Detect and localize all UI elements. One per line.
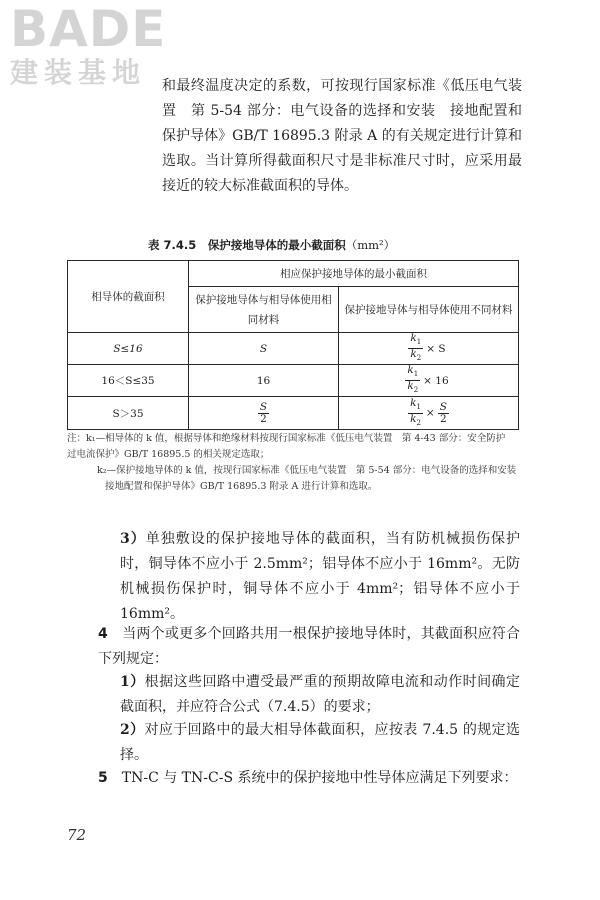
multiplier-text: × S [426, 342, 446, 355]
clause-5 [98, 766, 520, 791]
logo-subtitle: 建装基地 [10, 56, 147, 89]
header-diff-material: 保护接地导体与相导体使用不同材料 [339, 287, 519, 333]
k-ratio-fraction: $\frac{k_1}{k_2}$ [410, 396, 421, 427]
multiplier-text: × [425, 407, 435, 420]
s-half-fraction: $\frac{S}{2}$ [439, 400, 447, 425]
clause-label: 2） [120, 722, 145, 738]
clause-text: 根据这些回路中遭受最严重的预期故障电流和动作时间确定截面积，并应符合公式（7.4.5）的要求； [120, 674, 520, 715]
clause-label: 5 [98, 770, 108, 786]
clause-text: 对应于回路中的最大相导体截面积，应按表 7.4.5 的规定选择。 [120, 722, 520, 763]
header-phase-conductor: 相导体的截面积 [68, 261, 189, 333]
table-row [68, 333, 519, 365]
cell-diff [339, 365, 519, 397]
bade-logo [10, 0, 167, 89]
clause-4-2 [120, 718, 520, 768]
cell-condition: S＞35 [68, 397, 189, 430]
clause-label: 1） [120, 674, 145, 690]
cell-diff [339, 333, 519, 365]
cell-same: S [189, 333, 339, 365]
table-row [68, 365, 519, 397]
cell-diff [339, 397, 519, 430]
k-ratio-fraction: $\frac{k_1}{k_2}$ [410, 332, 422, 363]
header-same-material: 保护接地导体与相导体使用相同材料 [189, 287, 339, 333]
table-title: 表 7.4.5 保护接地导体的最小截面积 [148, 238, 346, 252]
clause-text: 当两个或更多个回路共用一根保护接地导体时，其截面积应符合下列规定： [98, 626, 521, 667]
clause-4-1 [120, 670, 520, 720]
s-half-fraction: $\frac{S}{2}$ [259, 400, 268, 425]
clause-text: TN-C 与 TN-C-S 系统中的保护接地中性导体应满足下列要求： [121, 770, 518, 786]
clause-4 [98, 622, 520, 672]
cell-same [189, 397, 339, 430]
clause-text: 单独敷设的保护接地导体的截面积，当有防机械损伤保护时，铜导体不应小于 2.5mm²；铝导体不应小于 16mm²。无防机械损伤保护时，铜导体不应小于 4mm²；铝导体不应小于 16mm²。 [120, 531, 520, 622]
clause-label: 4 [98, 626, 108, 642]
table-header-row [68, 261, 519, 287]
clause-3 [120, 527, 520, 627]
page-number: 72 [67, 826, 87, 844]
cell-condition: 16＜S≤35 [68, 365, 189, 397]
intro-paragraph: 和最终温度决定的系数，可按现行国家标准《低压电气装置 第 5-54 部分：电气设备的选择和安装 接地配置和保护导体》GB/T 16895.3 附录 A 的有关规定进行计算和选取。当计算所得截面积尺寸是非标准尺寸时，应采用最接近的较大标准截面积的导体。 [162, 78, 522, 194]
logo-brand: BADE [10, 0, 167, 58]
header-min-section: 相应保护接地导体的最小截面积 [189, 261, 519, 287]
min-section-table [67, 260, 519, 430]
table-caption [148, 237, 488, 253]
cell-same: 16 [189, 365, 339, 397]
multiplier-text: × 16 [423, 374, 449, 387]
table-row [68, 397, 519, 430]
table-note-k2: k₂—保护接地导体的 k 值，按现行国家标准《低压电气装置 第 5-54 部分：电气设备的选择和安装 接地配置和保护导体》GB/T 16895.3 附录 A 进行计算和选取。 [97, 465, 526, 492]
table-note-k1: 注：k₁—相导体的 k 值，根据导体和绝缘材料按现行国家标准《低压电气装置 第 4-43 部分：安全防护 过电流保护》GB/T 16895.5 的相关规定选取； [67, 433, 515, 460]
clause-label: 3） [120, 531, 146, 547]
cell-condition: S≤16 [68, 333, 189, 365]
table-unit: （mm²） [345, 238, 396, 252]
k-ratio-fraction: $\frac{k_1}{k_2}$ [407, 364, 419, 395]
